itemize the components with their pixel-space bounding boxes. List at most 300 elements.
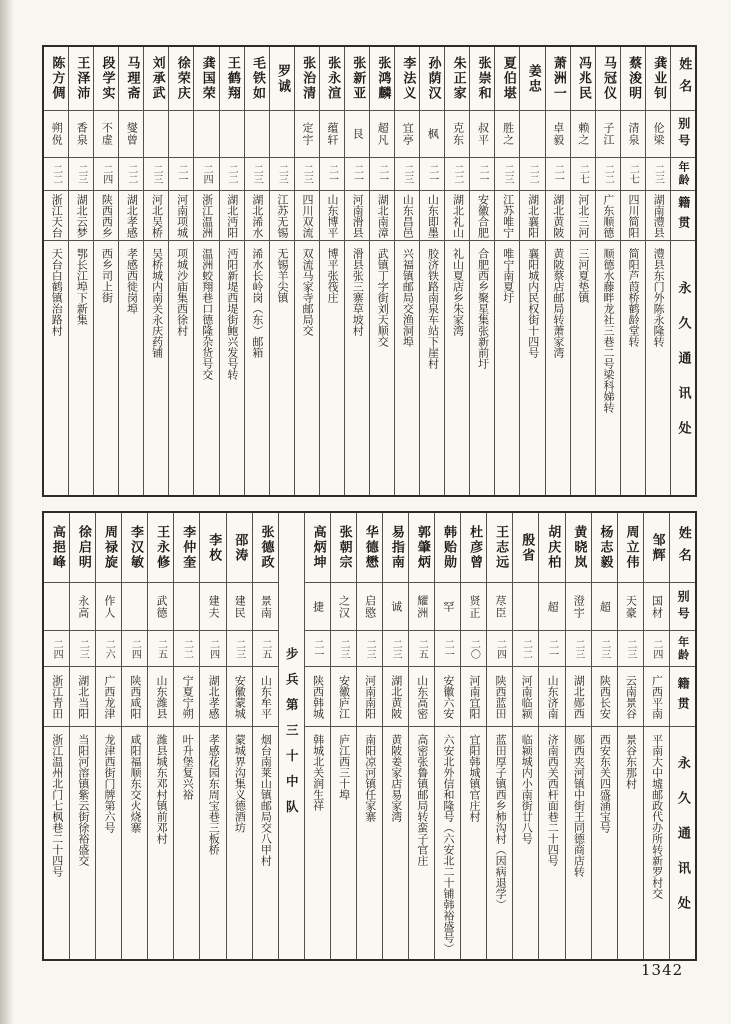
native-cell: 湖北黄陂 xyxy=(546,191,570,241)
name-cell: 朱正家 xyxy=(445,47,469,111)
alias-cell: 之汉 xyxy=(331,583,356,631)
person-column xyxy=(538,513,564,959)
native-cell: 安徽庐江 xyxy=(331,667,356,727)
person-column xyxy=(44,513,69,959)
address-cell: 叶升堡复兴裕 xyxy=(181,734,195,800)
alias-cell: 克东 xyxy=(445,111,469,158)
address-cell: 简阳芦葭桥鹤龄堂转 xyxy=(627,248,641,347)
alias-cell xyxy=(44,583,69,631)
age-cell: 二三 xyxy=(331,631,356,667)
address-cell: 西安东关四盛涌宝号 xyxy=(598,734,612,833)
age-cell: 二三 xyxy=(270,158,294,191)
native-cell: 河南南阳 xyxy=(357,667,382,727)
address-cell: 郧西夹河镇中街王同德商店转 xyxy=(572,734,586,877)
native-cell: 湖北浠水 xyxy=(245,191,269,241)
header-age: 年龄 xyxy=(670,631,695,667)
address-cell: 孝感西徙岗埠 xyxy=(125,248,139,314)
alias-cell: 罕 xyxy=(435,583,460,631)
name-cell: 张永渲 xyxy=(320,47,344,111)
name-cell: 王泽沛 xyxy=(69,47,93,111)
name-cell: 马理斋 xyxy=(119,47,143,111)
name-cell: 李法义 xyxy=(395,47,419,111)
name-cell: 张朝宗 xyxy=(331,513,356,583)
native-cell: 河南滑县 xyxy=(345,191,369,241)
age-cell: 二二 xyxy=(220,158,244,191)
native-cell: 湖北云梦 xyxy=(69,191,93,241)
name-cell: 王志远 xyxy=(487,513,512,583)
bottom-table xyxy=(42,511,697,961)
native-cell: 山东博平 xyxy=(320,191,344,241)
address-cell: 礼山夏店乡朱家湾 xyxy=(451,248,465,336)
alias-cell xyxy=(245,111,269,158)
age-cell: 二五 xyxy=(253,631,278,667)
name-cell: 罗诚 xyxy=(270,47,294,111)
alias-cell: 作人 xyxy=(96,583,121,631)
alias-cell xyxy=(144,111,168,158)
name-cell: 刘承武 xyxy=(144,47,168,111)
age-cell: 二三 xyxy=(295,158,319,191)
address-cell: 合肥西乡聚星集张新前圩 xyxy=(476,248,490,369)
header-native: 籍贯 xyxy=(671,191,695,241)
alias-cell: 叔平 xyxy=(470,111,494,158)
alias-cell: 景南 xyxy=(253,583,278,631)
address-cell: 武镇丁字街刘天顺交 xyxy=(376,248,390,347)
person-column xyxy=(643,513,669,959)
native-cell: 湖北孝感 xyxy=(119,191,143,241)
alias-cell: 超 xyxy=(539,583,564,631)
age-cell: 二二 xyxy=(596,158,620,191)
age-cell: 二五 xyxy=(148,631,173,667)
alias-cell xyxy=(194,111,218,158)
name-cell: 高炳坤 xyxy=(305,513,330,583)
age-cell: 二三 xyxy=(69,158,93,191)
alias-cell: 香泉 xyxy=(69,111,93,158)
alias-cell: 耀洲 xyxy=(409,583,434,631)
native-cell: 浙江青田 xyxy=(44,667,69,727)
person-column xyxy=(645,47,670,495)
age-cell: 二一 xyxy=(435,631,460,667)
name-cell: 马冠仪 xyxy=(596,47,620,111)
address-cell: 黄陂蔡店邮局转萧家湾 xyxy=(551,248,565,358)
native-cell: 山东牟平 xyxy=(253,667,278,727)
name-cell: 张崇和 xyxy=(470,47,494,111)
alias-cell xyxy=(513,583,538,631)
address-cell: 兴福镇邮局交渔洞埠 xyxy=(401,248,415,347)
native-cell: 湖北南漳 xyxy=(370,191,394,241)
person-column xyxy=(244,47,269,495)
alias-cell: 伦梁 xyxy=(646,111,670,158)
person-column xyxy=(226,513,252,959)
person-column xyxy=(69,513,95,959)
name-cell: 黄晓岚 xyxy=(566,513,591,583)
person-column xyxy=(147,513,173,959)
alias-cell: 赖之 xyxy=(571,111,595,158)
name-cell: 华德懋 xyxy=(357,513,382,583)
native-cell: 湖南澧县 xyxy=(646,191,670,241)
person-column xyxy=(294,47,319,495)
name-cell: 张治清 xyxy=(295,47,319,111)
address-cell: 襄阳城内民权街十四号 xyxy=(526,248,540,358)
alias-cell: 枫 xyxy=(420,111,444,158)
age-cell: 二一 xyxy=(305,631,330,667)
person-column xyxy=(382,513,408,959)
name-cell: 陈方倜 xyxy=(44,47,68,111)
name-cell: 姜忠 xyxy=(520,47,544,111)
person-column xyxy=(173,513,199,959)
person-column xyxy=(617,513,643,959)
unit-label-cell xyxy=(279,513,304,959)
native-cell: 陕西西乡 xyxy=(94,191,118,241)
age-cell: 二一 xyxy=(539,631,564,667)
native-cell: 河北三河 xyxy=(571,191,595,241)
native-cell: 陕西长安 xyxy=(592,667,617,727)
name-cell: 周禄旋 xyxy=(96,513,121,583)
person-column xyxy=(252,513,278,959)
age-cell: 二三 xyxy=(245,158,269,191)
native-cell: 陕西韩城 xyxy=(305,667,330,727)
name-cell: 夏伯堪 xyxy=(495,47,519,111)
age-cell: 二一 xyxy=(320,158,344,191)
address-cell: 吴桥城内南关永庆药铺 xyxy=(150,248,164,358)
name-cell: 蔡浚明 xyxy=(621,47,645,111)
age-cell: 二六 xyxy=(96,631,121,667)
age-cell: 二三 xyxy=(495,158,519,191)
native-cell: 安徽合肥 xyxy=(470,191,494,241)
address-cell: 孝感花园东周宝巷三板桥 xyxy=(207,734,221,855)
address-cell: 咸阳福顺东交火烧寨 xyxy=(129,734,143,833)
address-cell: 龙津西街门牌第六号 xyxy=(102,734,116,833)
person-column xyxy=(565,513,591,959)
age-cell: 二二 xyxy=(445,158,469,191)
alias-cell xyxy=(270,111,294,158)
age-cell: 二四 xyxy=(94,158,118,191)
native-cell: 湖北礼山 xyxy=(445,191,469,241)
age-cell: 二三 xyxy=(566,631,591,667)
age-cell: 二三 xyxy=(144,158,168,191)
alias-cell: 建民 xyxy=(227,583,252,631)
alias-cell: 蕴轩 xyxy=(320,111,344,158)
age-cell: 二三 xyxy=(357,631,382,667)
name-cell: 李枚 xyxy=(200,513,225,583)
name-cell: 徐荣庆 xyxy=(169,47,193,111)
name-cell: 邹辉 xyxy=(644,513,669,583)
header-native: 籍贯 xyxy=(670,667,695,727)
native-cell: 宁夏宁朔 xyxy=(174,667,199,727)
name-cell: 龚国荣 xyxy=(194,47,218,111)
age-cell: 二四 xyxy=(200,631,225,667)
alias-cell: 澄宇 xyxy=(566,583,591,631)
age-cell: 二三 xyxy=(70,631,95,667)
address-cell: 临颍城内小南街廿八号 xyxy=(520,734,534,844)
alias-cell: 朔侻 xyxy=(44,111,68,158)
native-cell: 山东高密 xyxy=(409,667,434,727)
alias-cell: 永高 xyxy=(70,583,95,631)
native-cell: 山东昌邑 xyxy=(395,191,419,241)
native-cell: 江苏唯宁 xyxy=(495,191,519,241)
age-cell: 二七 xyxy=(621,158,645,191)
native-cell: 湖北襄阳 xyxy=(520,191,544,241)
person-column xyxy=(118,47,143,495)
tables-area xyxy=(42,45,697,961)
alias-cell: 捷 xyxy=(305,583,330,631)
address-cell: 唯宁南夏圩 xyxy=(501,248,515,303)
person-column xyxy=(486,513,512,959)
person-column xyxy=(460,513,486,959)
header-age: 年龄 xyxy=(671,158,695,191)
person-column xyxy=(199,513,225,959)
person-column xyxy=(319,47,344,495)
address-cell: 沔阳新堤西堤街鲍兴发号转 xyxy=(225,248,239,380)
age-cell: 二四 xyxy=(122,631,147,667)
address-cell: 蒙城界沟集义德酒坊 xyxy=(233,734,247,833)
age-cell: 二〇 xyxy=(461,631,486,667)
address-cell: 浙江温州北门七枫巷二十四号 xyxy=(50,734,64,877)
native-cell: 湖北孝感 xyxy=(200,667,225,727)
name-cell: 段学实 xyxy=(94,47,118,111)
alias-cell xyxy=(122,583,147,631)
alias-cell: 荩臣 xyxy=(487,583,512,631)
age-cell: 二一 xyxy=(420,158,444,191)
address-cell: 澧县东门外陈永隆转 xyxy=(652,248,666,347)
age-cell: 二四 xyxy=(487,631,512,667)
unit-label: 步兵第三十中队 xyxy=(284,646,300,826)
native-cell: 湖北当阳 xyxy=(70,667,95,727)
age-cell: 二五 xyxy=(409,631,434,667)
alias-cell: 艮 xyxy=(345,111,369,158)
native-cell: 广东顺德 xyxy=(596,191,620,241)
alias-cell xyxy=(174,583,199,631)
person-column xyxy=(193,47,218,495)
address-cell: 西乡司上街 xyxy=(100,248,114,303)
person-column xyxy=(469,47,494,495)
age-cell: 二三 xyxy=(646,158,670,191)
native-cell: 陕西蓝田 xyxy=(487,667,512,727)
age-cell: 二二 xyxy=(520,158,544,191)
person-column xyxy=(444,47,469,495)
alias-cell: 武德 xyxy=(148,583,173,631)
address-cell: 蓝田厚子镇西乡柿沟村（因病退学） xyxy=(494,734,508,910)
age-cell: 二三 xyxy=(592,631,617,667)
age-cell: 二二 xyxy=(513,631,538,667)
native-cell: 江苏无锡 xyxy=(270,191,294,241)
native-cell: 湖北郧西 xyxy=(566,667,591,727)
alias-cell: 天豪 xyxy=(618,583,643,631)
person-column xyxy=(344,47,369,495)
person-column xyxy=(44,47,68,495)
person-column xyxy=(591,513,617,959)
name-cell: 毛铁如 xyxy=(245,47,269,111)
alias-cell: 建夫 xyxy=(200,583,225,631)
name-cell: 孙荫汉 xyxy=(420,47,444,111)
name-cell: 张鸿麟 xyxy=(370,47,394,111)
address-cell: 顺德水藤畔龙社三巷二号梁科娣转 xyxy=(602,248,615,413)
person-column xyxy=(168,47,193,495)
native-cell: 四川简阳 xyxy=(621,191,645,241)
native-cell: 云南景谷 xyxy=(618,667,643,727)
person-column xyxy=(95,513,121,959)
header-column-top xyxy=(670,47,695,495)
name-cell: 高挹峰 xyxy=(44,513,69,583)
header-address: 永久通讯处 xyxy=(674,755,690,931)
address-cell: 天台白鹤镇治路村 xyxy=(50,248,64,336)
alias-cell xyxy=(220,111,244,158)
native-cell: 山东即墨 xyxy=(420,191,444,241)
person-column xyxy=(394,47,419,495)
native-cell: 山东济南 xyxy=(539,667,564,727)
alias-cell: 卓毅 xyxy=(546,111,570,158)
native-cell: 浙江温洲 xyxy=(194,191,218,241)
address-cell: 潍县城东邓村镇前邓村 xyxy=(155,734,169,844)
age-cell: 二四 xyxy=(44,631,69,667)
native-cell: 湖北沔阳 xyxy=(220,191,244,241)
age-cell: 二二 xyxy=(174,631,199,667)
person-column xyxy=(369,47,394,495)
age-cell: 二三 xyxy=(227,631,252,667)
name-cell: 李仲奎 xyxy=(174,513,199,583)
person-column xyxy=(419,47,444,495)
address-cell: 烟台南莱山镇邮局交八甲村 xyxy=(259,734,273,866)
name-cell: 邵涛 xyxy=(227,513,252,583)
name-cell: 李汉敏 xyxy=(122,513,147,583)
address-cell: 浠水长岭岗（东）邮箱 xyxy=(250,248,264,358)
name-cell: 胡庆柏 xyxy=(539,513,564,583)
native-cell: 广西平南 xyxy=(644,667,669,727)
native-cell: 安徽蒙城 xyxy=(227,667,252,727)
alias-cell: 燮曾 xyxy=(119,111,143,158)
name-cell: 萧洲一 xyxy=(546,47,570,111)
header-alias: 别号 xyxy=(671,111,695,158)
alias-cell: 超凡 xyxy=(370,111,394,158)
address-cell: 温洲蛟翔巷口德隆杂货号交 xyxy=(200,248,214,380)
age-cell: 二一 xyxy=(470,158,494,191)
alias-cell: 贤正 xyxy=(461,583,486,631)
header-alias: 别号 xyxy=(670,583,695,631)
native-cell: 河北吴桥 xyxy=(144,191,168,241)
age-cell: 二一 xyxy=(370,158,394,191)
address-cell: 庐江西三十埠 xyxy=(337,734,351,800)
person-column xyxy=(304,513,330,959)
name-cell: 周立伟 xyxy=(618,513,643,583)
page-number: 1342 xyxy=(641,961,684,979)
age-cell: 二二 xyxy=(119,158,143,191)
native-cell: 广西龙津 xyxy=(96,667,121,727)
address-cell: 南阳凉河镇任家寨 xyxy=(363,734,377,822)
address-cell: 宜阳韩城镇官庄村 xyxy=(468,734,482,822)
address-cell: 高密张鲁镇邮局转蛮子官庄 xyxy=(415,734,429,866)
native-cell: 安徽六安 xyxy=(435,667,460,727)
person-column xyxy=(595,47,620,495)
name-cell: 殷省 xyxy=(513,513,538,583)
name-cell: 张新亚 xyxy=(345,47,369,111)
alias-cell: 宜亭 xyxy=(395,111,419,158)
name-cell: 王永修 xyxy=(148,513,173,583)
alias-cell: 子江 xyxy=(596,111,620,158)
age-cell: 二四 xyxy=(194,158,218,191)
age-cell: 二二 xyxy=(44,158,68,191)
native-cell: 湖北黄陂 xyxy=(383,667,408,727)
age-cell: 二四 xyxy=(644,631,669,667)
header-address: 永久通讯处 xyxy=(675,280,691,456)
age-cell: 二一 xyxy=(169,158,193,191)
name-cell: 徐启明 xyxy=(70,513,95,583)
native-cell: 山东潍县 xyxy=(148,667,173,727)
person-column xyxy=(219,47,244,495)
name-cell: 王鹤翔 xyxy=(220,47,244,111)
name-cell: 冯兆民 xyxy=(571,47,595,111)
age-cell: 二一 xyxy=(546,158,570,191)
alias-cell: 不虚 xyxy=(94,111,118,158)
person-column xyxy=(68,47,93,495)
person-column xyxy=(356,513,382,959)
person-column xyxy=(93,47,118,495)
address-cell: 景谷东那村 xyxy=(624,734,638,789)
alias-cell xyxy=(520,111,544,158)
top-table xyxy=(42,45,697,497)
header-name: 姓名 xyxy=(670,513,695,583)
person-column xyxy=(570,47,595,495)
person-column xyxy=(620,47,645,495)
address-cell: 胶济铁路南泉车站下崖村 xyxy=(426,248,440,369)
name-cell: 易指南 xyxy=(383,513,408,583)
header-name: 姓名 xyxy=(671,47,695,111)
name-cell: 张德政 xyxy=(253,513,278,583)
header-column-bottom xyxy=(669,513,695,959)
person-column xyxy=(121,513,147,959)
person-column xyxy=(545,47,570,495)
alias-cell: 超 xyxy=(592,583,617,631)
address-cell: 双流马家寺邮局交 xyxy=(301,248,315,336)
age-cell: 二七 xyxy=(571,158,595,191)
native-cell: 河南项城 xyxy=(169,191,193,241)
address-cell: 济南西关西杆面巷二十四号 xyxy=(546,734,560,866)
alias-cell: 启愍 xyxy=(357,583,382,631)
native-cell: 浙江天台 xyxy=(44,191,68,241)
native-cell: 河南宜阳 xyxy=(461,667,486,727)
name-cell: 韩贻勋 xyxy=(435,513,460,583)
address-cell: 三河夏垫镇 xyxy=(576,248,590,303)
address-cell: 韩城北关润生祥 xyxy=(311,734,325,811)
person-column xyxy=(408,513,434,959)
alias-cell xyxy=(169,111,193,158)
address-cell: 六安北外信和隆号（六安北二十铺韩裕盛号） xyxy=(441,734,455,954)
age-cell: 二三 xyxy=(618,631,643,667)
name-cell: 龚业钊 xyxy=(646,47,670,111)
address-cell: 滑县张三寨草坡村 xyxy=(351,248,365,336)
alias-cell: 定宇 xyxy=(295,111,319,158)
address-cell: 鄂长江埠下新集 xyxy=(75,248,89,325)
person-column xyxy=(143,47,168,495)
alias-cell: 胜之 xyxy=(495,111,519,158)
address-cell: 博平张筏庄 xyxy=(326,248,340,303)
address-cell: 当阳河溶镇紫云街徐裕盛交 xyxy=(76,734,90,866)
name-cell: 郭肇炳 xyxy=(409,513,434,583)
person-column xyxy=(512,513,538,959)
address-cell: 黄陂姜家店易家湾 xyxy=(389,734,403,822)
address-cell: 项城沙庙集西徐村 xyxy=(175,248,189,336)
person-column xyxy=(519,47,544,495)
address-cell: 无锡羊尖镇 xyxy=(275,248,289,303)
alias-cell: 诚 xyxy=(383,583,408,631)
person-column xyxy=(269,47,294,495)
person-column xyxy=(330,513,356,959)
age-cell: 二三 xyxy=(395,158,419,191)
native-cell: 四川双流 xyxy=(295,191,319,241)
alias-cell: 清泉 xyxy=(621,111,645,158)
unit-column xyxy=(278,513,304,959)
native-cell: 河南临颍 xyxy=(513,667,538,727)
alias-cell: 国材 xyxy=(644,583,669,631)
address-cell: 平南大中墟邮政代办所转新罗村交 xyxy=(650,734,664,899)
